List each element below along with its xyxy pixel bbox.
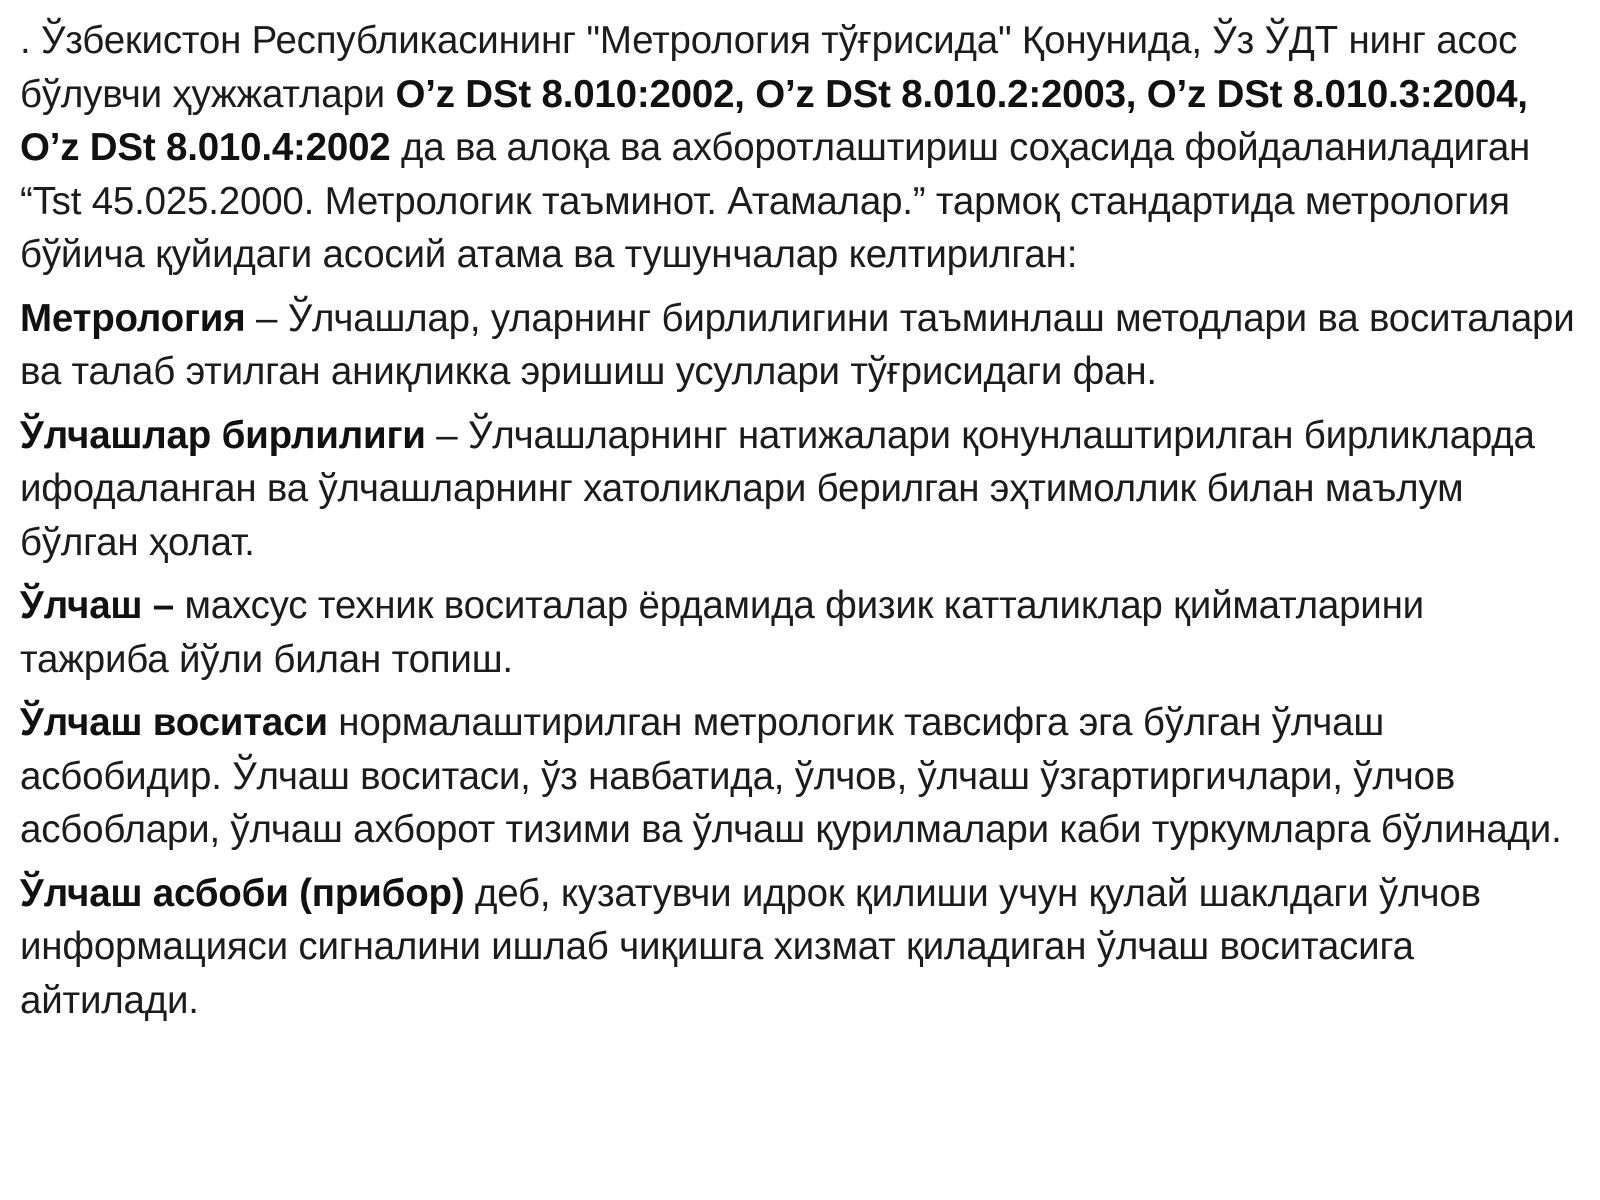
standards-list: O’z DSt 8.010:2002, O’z DSt 8.010.2:2003, O’z DSt 8.010.3:2004, O’z DSt 8.010.4:2002 [20,72,1528,169]
definition-text: махсус техник воситалар ёрдамида физик катталиклар қийматларини тажриба йўли билан топиш. [20,584,1424,681]
definition-measurement [20,579,1580,686]
definition-measurement-uniformity [20,409,1580,570]
intro-text-2: да ва алоқа ва ахборотлаштириш соҳасида фойдаланиладиган “Tst 45.025.2000. Метрологик таъминот. Атамалар.” тармоқ стандартида метрология бўйича қуйидаги асосий атама ва тушунчалар келтирилган: [20,126,1531,276]
definition-text: – Ўлчашларнинг натижалари қонунлаштирилган бирликларда ифодаланган ва ўлчашларнинг хатоликлари берилган эҳтимоллик билан маълум бўлган ҳолат. [20,413,1535,564]
definition-text: деб, кузатувчи идрок қилиши учун қулай шаклдаги ўлчов информацияси сигналини ишлаб чиқишга хизмат қиладиган ўлчаш воситасига айтилади. [20,871,1481,1022]
definition-term: Метрология [20,296,246,340]
document-body [20,14,1580,1027]
definition-measuring-instrument [20,696,1580,857]
definition-text: нормалаштирилган метрологик тавсифга эга бўлган ўлчаш асбобидир. Ўлчаш воситаси, ўз навбатида, ўлчов, ўлчаш ўзгартиргичлари, ўлчов асбоблари, ўлчаш ахборот тизими ва ўлчаш қурилмалари каби туркумларга бўлинади. [20,701,1562,851]
definition-metrology [20,292,1580,399]
definition-text: – Ўлчашлар, уларнинг бирлилигини таъминлаш методлари ва воситалари ва талаб этилган аниқликка эришиш усуллари тўғрисидаги фан. [20,296,1575,393]
intro-paragraph [20,14,1580,282]
definition-term: Ўлчаш воситаси [20,701,328,744]
definition-measuring-device [20,867,1580,1028]
definition-term: Ўлчаш асбоби (прибор) [20,871,465,915]
definition-term: Ўлчашлар бирлилиги [20,413,426,457]
intro-text-1: . Ўзбекистон Республикасининг "Метрология тўғрисида" Қонунида, Ўз ЎДТ нинг асос бўлувчи ҳужжатлари [20,19,1518,116]
definition-term: Ўлчаш – [20,584,175,627]
